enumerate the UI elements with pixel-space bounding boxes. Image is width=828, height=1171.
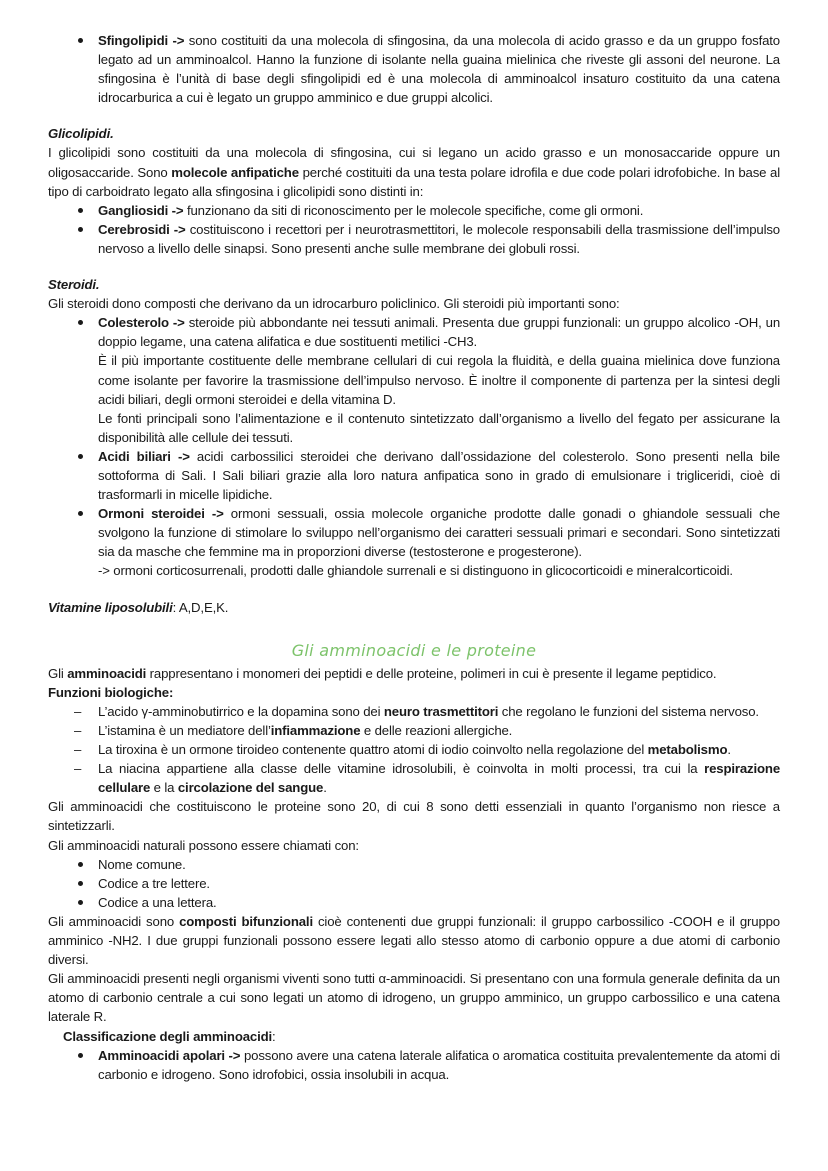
text: . — [727, 742, 731, 758]
list-item-colesterolo — [98, 313, 780, 447]
text-sfingolipidi: sono costituiti da una molecola di sfingosina, da una molecola di acido grasso e da un gruppo fosfato legato ad un amminoalcol. Hanno la funzione di isolante nella guaina mielinica che riveste gli assoni del neurone. La sfingosina è l’unità di base degli sfingolipidi ed è una molecola di amminoalcol insaturo costituito da una catena idrocarburica a cui è legato un gruppo amminico e due gruppi alcolici. — [98, 33, 780, 106]
spacer — [48, 107, 780, 124]
funzioni-title-text: Funzioni biologiche: — [48, 684, 174, 700]
text: perché costituiti da una testa polare idrofila e due code polari idrofobiche. In base al tipo di carboidrato legato alla sfingosina i glicolipidi sono distinti in: — [48, 164, 780, 199]
text: possono avere una catena laterale alifatica o aromatica costituita prevalentemente da atomi di carbonio e idrogeno. Sono idrofobici, ossia insolubili in acqua. — [98, 1047, 780, 1082]
term-apolari: Amminoacidi apolari -> — [98, 1047, 241, 1063]
term-sfingolipidi: Sfingolipidi -> — [98, 33, 185, 48]
text: e la — [150, 780, 178, 796]
text: : — [272, 1028, 276, 1044]
bold-term: amminoacidi — [67, 665, 147, 681]
section-title-steroidi: Steroidi. — [48, 277, 100, 293]
section-title-glicolipidi: Glicolipidi. — [48, 126, 114, 142]
vitamine-value: : A,D,E,K. — [172, 599, 229, 615]
bold-term: infiammazione — [270, 723, 361, 738]
text: L’istamina è un mediatore dell’ — [98, 723, 271, 738]
list-item-cerebrosidi — [98, 220, 780, 258]
essenziali-paragraph: Gli amminoacidi che costituiscono le proteine sono 20, di cui 8 sono detti essenziali in quanto l’organismo non riesce a sintetizzarli. — [48, 799, 780, 834]
steroidi-intro: Gli steroidi dono composti che derivano da un idrocarburo policlinico. Gli steroidi più importanti sono: — [48, 296, 620, 312]
text: cioè contenenti due gruppi funzionali: il gruppo carbossilico -COOH e il gruppo amminico -NH2. I due gruppi funzionali possono essere legati allo stesso atomo di carbonio oppure a due atomi di carbonio diversi. — [48, 913, 780, 968]
vitamine-label: Vitamine liposolubili — [48, 599, 173, 615]
text: steroide più abbondante nei tessuti animali. Presenta due gruppi funzionali: un gruppo alcolico -OH, un doppio legame, una catena alifatica e due sostituenti metilici -CH3. — [98, 315, 781, 350]
term-ormoni-steroidei: Ormoni steroidei -> — [98, 506, 224, 522]
bold-term: molecole anfipatiche — [171, 164, 299, 180]
term-gangliosidi: Gangliosidi -> — [98, 202, 184, 218]
colesterolo-para2: È il più importante costituente delle membrane cellulari di cui regola la fluidità, e della guaina mielinica dove funziona come isolante per favorire la trasmissione dell’impulso nervoso. È inoltre il componente di partenza per la sintesi degli acidi biliari, degli ormoni steroidei e della vitamina D. — [98, 353, 780, 407]
list-item-apolari — [98, 1046, 780, 1084]
list-item-nome: Codice a tre lettere. — [98, 874, 780, 893]
text: I glicolipidi sono costituiti da una molecola di sfingosina, cui si legano un acido grasso e un monosaccaride oppure un oligosaccaride. Sono — [48, 145, 780, 180]
list-item-ormoni-steroidei — [98, 504, 780, 580]
bifunzionali-paragraph — [48, 912, 780, 969]
list-item-gangliosidi — [98, 201, 780, 220]
sfingolipidi-list — [48, 31, 780, 107]
list-item-nome: Nome comune. — [98, 855, 780, 874]
list-item-sfingolipidi — [98, 31, 780, 107]
list-item-acidi-biliari — [98, 447, 780, 504]
steroidi-list — [48, 313, 780, 580]
classificazione-title-text: Classificazione degli amminoacidi — [63, 1028, 273, 1044]
classificazione-list — [48, 1046, 780, 1084]
text: acidi carbossilici steroidei che derivano dall’ossidazione del colesterolo. Sono presenti nella bile sottoforma di Sali. I Sali biliari grazie alla loro natura anfipatica sono in grado di emulsionare i trigliceridi, cioè di trasformarli in micelle lipidiche. — [98, 448, 780, 503]
nomi-paragraph: Gli amminoacidi naturali possono essere chiamati con: — [48, 837, 359, 853]
text: La tiroxina è un ormone tiroideo contenente quattro atomi di iodio coinvolto nella regolazione del — [98, 742, 648, 758]
bold-term: neuro trasmettitori — [383, 703, 499, 719]
list-item-funzione — [98, 740, 780, 759]
term-acidi-biliari: Acidi biliari -> — [98, 448, 190, 464]
list-item-funzione — [98, 721, 780, 740]
spacer — [48, 258, 780, 275]
term-cerebrosidi: Cerebrosidi -> — [98, 221, 186, 237]
text: funzionano da siti di riconoscimento per le molecole specifiche, come gli ormoni. — [183, 202, 644, 218]
classificazione-title — [48, 1027, 780, 1046]
bold-term: metabolismo — [647, 742, 728, 758]
colesterolo-para3: Le fonti principali sono l’alimentazione e il contenuto sintetizzato dall’organismo a livello del fegato per assicurane la disponibilità alle cellule dei tessuti. — [98, 410, 780, 445]
list-item-funzione — [98, 702, 780, 721]
text: Gli — [48, 665, 68, 681]
nomi-list — [48, 855, 780, 912]
bold-term: respirazione cellulare — [98, 761, 780, 796]
text: ormoni sessuali, ossia molecole organiche prodotte dalle gonadi o ghiandole sessuali che svolgono la funzione di stimolare lo sviluppo nell’organismo dei caratteri sessuali primari e secondari. Sono sintetizzati sia da masche che femmine ma in proporzioni diverse (testosterone e progesterone). — [98, 506, 780, 560]
text: La niacina appartiene alla classe delle vitamine idrosolubili, è coinvolta in molti processi, tra cui la — [98, 761, 705, 777]
list-item-nome: Codice a una lettera. — [98, 893, 780, 912]
section-heading-amminoacidi: Gli amminoacidi e le proteine — [291, 640, 537, 660]
vitamine-liposolubili — [48, 598, 780, 617]
ormoni-corticosurrenali: -> ormoni corticosurrenali, prodotti dalle ghiandole surrenali e si distinguono in glicocorticoidi e mineralcorticoidi. — [98, 563, 733, 579]
text: Gli amminoacidi sono — [48, 913, 180, 929]
text: e delle reazioni allergiche. — [360, 723, 513, 738]
alfa-paragraph: Gli amminoacidi presenti negli organismi viventi sono tutti α-amminoacidi. Si presentano con una formula generale definita da un atomo di carbonio centrale a cui sono legati un atomo di idrogeno, un gruppo amminico, un gruppo carbossilico e una catena laterale R. — [48, 971, 780, 1025]
bold-term: composti bifunzionali — [179, 913, 313, 929]
glicolipidi-intro — [48, 143, 780, 200]
text: che regolano le funzioni del sistema nervoso. — [498, 703, 759, 719]
text: . — [323, 780, 327, 796]
funzioni-list — [48, 702, 780, 797]
term-colesterolo: Colesterolo -> — [98, 315, 185, 331]
spacer — [48, 581, 780, 598]
text: costituiscono i recettori per i neurotrasmettitori, le molecole responsabili della trasmissione dell’impulso nervoso a livello delle sinapsi. Sono presenti anche sulle membrane dei globuli rossi. — [98, 221, 780, 256]
text: rappresentano i monomeri dei peptidi e delle proteine, polimeri in cui è presente il legame peptidico. — [146, 665, 717, 681]
funzioni-title — [48, 683, 780, 702]
list-item-funzione — [98, 759, 780, 797]
glicolipidi-list — [48, 201, 780, 258]
bold-term: circolazione del sangue — [177, 780, 324, 796]
text: L’acido γ-amminobutirrico e la dopamina sono dei — [98, 703, 384, 719]
amminoacidi-intro — [48, 664, 780, 683]
